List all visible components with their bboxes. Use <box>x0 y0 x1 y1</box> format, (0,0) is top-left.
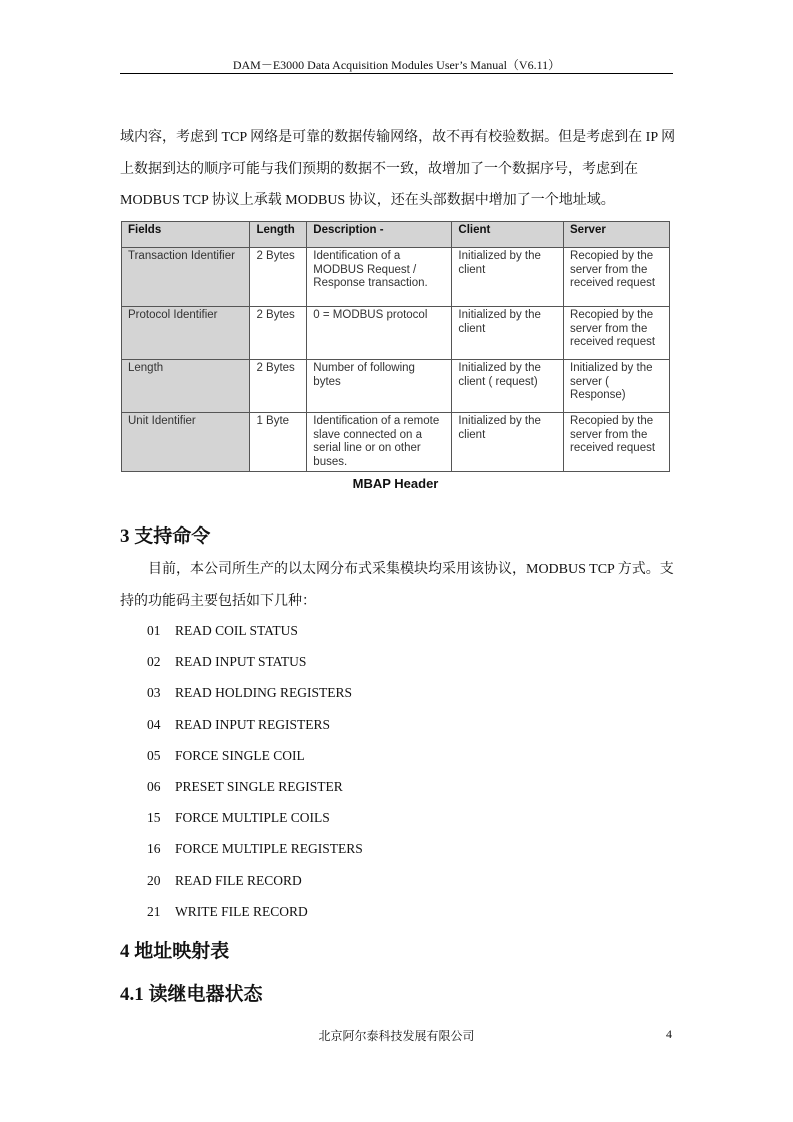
footer-company: 北京阿尔泰科技发展有限公司 <box>318 1029 475 1043</box>
col-fields: Fields <box>122 222 250 248</box>
running-header: DAM－E3000 Data Acquisition Modules User’s Manual（V6.11） <box>232 58 561 72</box>
col-description: Description - <box>307 222 452 248</box>
table-row <box>122 307 670 360</box>
cell: 2 Bytes <box>250 307 307 360</box>
header-rule <box>120 73 673 74</box>
command-code: 02 <box>147 654 161 670</box>
intro-line: MODBUS TCP 协议上承载 MODBUS 协议，还在头部数据中增加了一个地址域。 <box>120 193 615 208</box>
para-line: 目前，本公司所生产的以太网分布式采集模块均采用该协议，MODBUS TCP 方式。支 <box>120 562 674 577</box>
section-4-1-heading: 4.1 读继电器状态 <box>120 984 263 1005</box>
command-name: FORCE MULTIPLE REGISTERS <box>175 841 363 857</box>
command-name: WRITE FILE RECORD <box>175 903 308 919</box>
cell: Unit Identifier <box>122 413 250 472</box>
command-item <box>147 685 352 701</box>
command-code: 04 <box>147 716 161 732</box>
cell: Recopied by the server from the received request <box>564 307 670 360</box>
cell: Initialized by the client <box>452 413 564 472</box>
command-item <box>147 779 343 795</box>
command-item <box>147 873 302 889</box>
command-item <box>147 904 308 920</box>
command-code: 21 <box>147 903 161 919</box>
command-name: PRESET SINGLE REGISTER <box>175 779 343 794</box>
table-header-row <box>122 222 670 248</box>
cell: 0 = MODBUS protocol <box>307 307 452 360</box>
cell: 2 Bytes <box>250 248 307 307</box>
cell: Length <box>122 360 250 413</box>
table-block <box>121 221 670 491</box>
command-name: READ FILE RECORD <box>175 872 302 888</box>
command-name: FORCE SINGLE COIL <box>175 747 305 763</box>
command-item <box>147 654 306 670</box>
command-code: 01 <box>147 623 161 638</box>
section-4-heading: 4 地址映射表 <box>120 941 230 962</box>
para-line: 持的功能码主要包括如下几种： <box>120 593 316 609</box>
command-item <box>147 717 330 733</box>
table-row <box>122 360 670 413</box>
cell: Initialized by the client <box>452 307 564 360</box>
cell: Identification of a MODBUS Request / Response transaction. <box>307 248 452 307</box>
command-name: READ COIL STATUS <box>175 623 298 638</box>
col-client: Client <box>452 222 564 248</box>
command-item <box>147 810 330 826</box>
cell: Number of following bytes <box>307 360 452 413</box>
intro-paragraph <box>120 122 676 217</box>
command-item <box>147 748 305 764</box>
command-code: 03 <box>147 685 161 701</box>
command-name: READ INPUT REGISTERS <box>175 716 331 732</box>
command-code: 20 <box>147 872 161 888</box>
command-name: READ HOLDING REGISTERS <box>175 685 352 701</box>
col-length: Length <box>250 222 307 248</box>
cell: Initialized by the client ( request) <box>452 360 564 413</box>
cell: Protocol Identifier <box>122 307 250 360</box>
table-row <box>122 248 670 307</box>
command-item <box>147 623 298 639</box>
command-code: 15 <box>147 810 161 826</box>
command-item <box>147 841 363 857</box>
cell: 1 Byte <box>250 413 307 472</box>
intro-line: 域内容，考虑到 TCP 网络是可靠的数据传输网络，故不再有校验数据。但是考虑到在 IP 网 <box>120 130 676 145</box>
section-3-heading: 3 支持命令 <box>120 526 211 547</box>
section-3-paragraph <box>120 554 673 617</box>
cell: Transaction Identifier <box>122 248 250 307</box>
cell: Initialized by the server ( Response) <box>564 360 670 413</box>
page-number: 4 <box>666 1027 672 1041</box>
command-name: FORCE MULTIPLE COILS <box>175 810 330 826</box>
cell: Recopied by the server from the received request <box>564 413 670 472</box>
cell: 2 Bytes <box>250 360 307 413</box>
table-caption: MBAP Header <box>352 476 439 491</box>
cell: Recopied by the server from the received request <box>564 248 670 307</box>
cell: Initialized by the client <box>452 248 564 307</box>
intro-line: 上数据到达的顺序可能与我们预期的数据不一致，故增加了一个数据序号，考虑到在 <box>120 161 638 177</box>
command-code: 06 <box>147 779 161 794</box>
cell: Identification of a remote slave connected on a serial line or on other buses. <box>307 413 452 472</box>
table-row <box>122 413 670 472</box>
command-code: 16 <box>147 841 161 857</box>
command-name: READ INPUT STATUS <box>175 654 307 670</box>
command-code: 05 <box>147 747 161 763</box>
col-server: Server <box>564 222 670 248</box>
mbap-header-table <box>121 221 670 472</box>
